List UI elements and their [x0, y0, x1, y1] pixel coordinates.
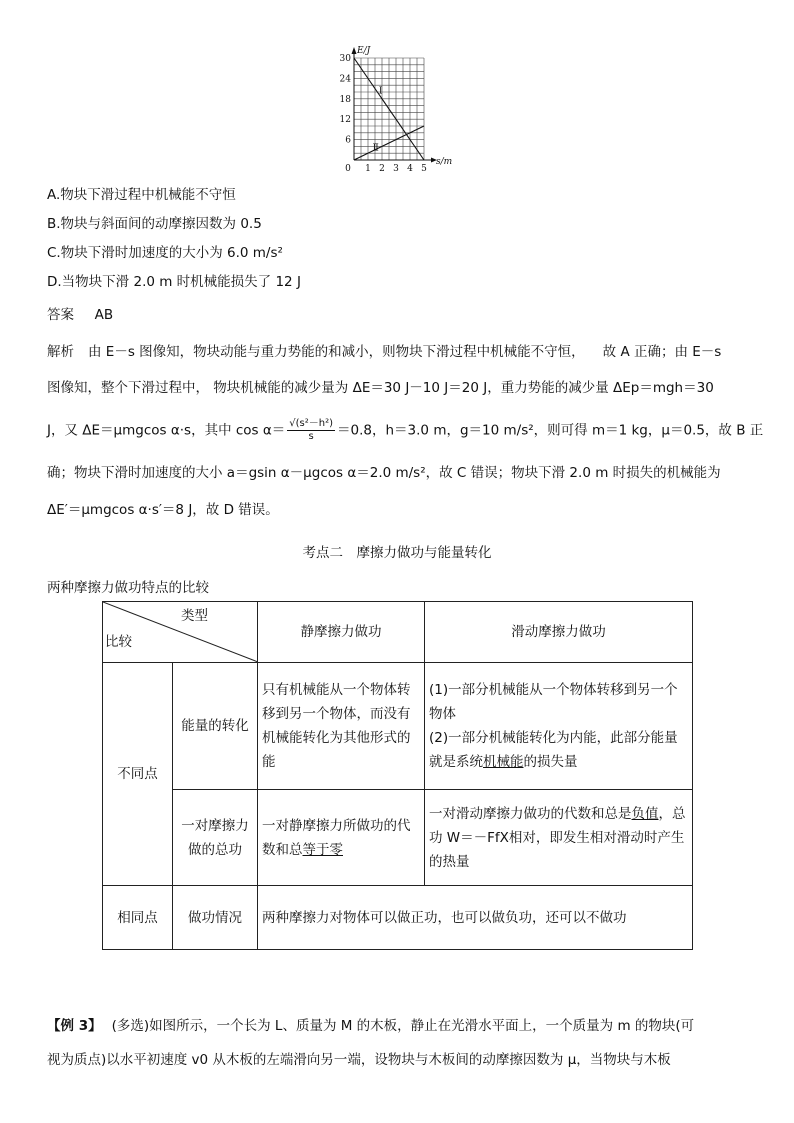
answer-line	[47, 303, 113, 323]
header-static-work: 静摩擦力做功	[258, 602, 425, 663]
energy-displacement-graph	[330, 44, 460, 176]
analysis-line-1	[47, 340, 721, 360]
same-row-label: 做功情况	[173, 886, 258, 950]
y-tick-label: 12	[339, 115, 351, 126]
analysis-line-2: 图像知，整个下滑过程中， 物块机械能的减少量为 ΔE＝30 J－10 J＝20 J，重力势能的减少量 ΔEp＝mgh＝30	[47, 380, 714, 396]
same-text-cell: 两种摩擦力对物体可以做正功，也可以做负功，还可以不做功	[258, 886, 693, 950]
energy-row-label: 能量的转化	[173, 663, 258, 790]
x-tick-label: 2	[379, 164, 385, 174]
analysis-label: 解析	[47, 344, 74, 360]
friction-comparison-table	[102, 601, 693, 950]
diagonal-header-cell	[103, 602, 258, 663]
option-b: B.物块与斜面间的动摩擦因数为 0.5	[47, 216, 262, 232]
y-tick-label: 6	[345, 135, 351, 146]
work-kinetic-c: ，总功 W＝－FfX相对，即发生相对滑动时产生的热量	[429, 805, 686, 870]
analysis-line-4: 确；物块下滑时加速度的大小 a＝gsin α－μgcos α＝2.0 m/s²，故 C 错误；物块下滑 2.0 m 时损失的机械能为	[47, 465, 721, 481]
x-tick-label: 0	[345, 164, 351, 174]
example-line-2: 视为质点)以水平初速度 v0 从木板的左端滑向另一端，设物块与木板间的动摩擦因数为 μ，当物块与木板	[47, 1052, 671, 1068]
work-static-b: 等于零	[302, 841, 343, 858]
header-compare: 比较	[105, 634, 132, 650]
analysis-text-3a: J，又 ΔE＝μmgcos α·s，其中 cos α＝	[47, 422, 286, 439]
work-static-a: 一对静摩擦力所做功的代数和总	[262, 817, 411, 858]
fraction-numerator: √(s²－h²)	[289, 418, 334, 429]
x-tick-label: 3	[393, 164, 399, 174]
example-line-1	[47, 1014, 694, 1034]
analysis-line-5: ΔE′＝μmgcos α·s′＝8 J，故 D 错误。	[47, 502, 279, 518]
work-static-cell	[258, 790, 425, 886]
example-text-1: (多选)如图所示，一个长为 L、质量为 M 的木板，静止在光滑水平面上，一个质量为 m 的物块(可	[111, 1018, 695, 1034]
analysis-text-3b: ＝0.8，h＝3.0 m，g＝10 m/s²，则可得 m＝1 kg，μ＝0.5，故 B 正	[337, 422, 764, 439]
work-kinetic-a: 一对滑动摩擦力做功的代数和总是	[429, 805, 632, 822]
analysis-line-3	[47, 418, 763, 443]
example-label: 【例 3】	[47, 1018, 102, 1034]
diff-label: 不同点	[103, 663, 173, 886]
section-title: 考点二 摩擦力做功与能量转化	[302, 545, 492, 561]
option-d: D.当物块下滑 2.0 m 时机械能损失了 12 J	[47, 274, 301, 290]
x-tick-label: 4	[407, 164, 413, 174]
option-c: C.物块下滑时加速度的大小为 6.0 m/s²	[47, 245, 283, 261]
y-tick-label: 30	[339, 54, 351, 64]
energy-kinetic-point-1: (1)一部分机械能从一个物体转移到另一个物体	[429, 682, 678, 722]
energy-kinetic-2b: 机械能	[483, 754, 524, 770]
work-kinetic-b: 负值	[631, 805, 659, 822]
table-caption: 两种摩擦力做功特点的比较	[47, 580, 209, 596]
energy-kinetic-cell	[425, 663, 693, 790]
line-label-1: Ⅰ	[378, 86, 383, 97]
x-tick-label: 5	[421, 164, 427, 174]
y-axis-arrow	[352, 47, 357, 54]
energy-kinetic-2a: (2)一部分机械能转化为内能，此部分能量就是系统	[429, 730, 678, 770]
x-tick-label: 1	[365, 164, 371, 174]
same-label: 相同点	[103, 886, 173, 950]
energy-kinetic-point-2	[429, 726, 688, 774]
fraction-denominator: s	[308, 431, 314, 442]
answer-label: 答案	[47, 307, 74, 323]
y-tick-label: 24	[339, 74, 351, 85]
analysis-text-1b: 故 A 正确；由 E－s	[602, 344, 722, 360]
energy-static-cell: 只有机械能从一个物体转移到另一个物体，而没有机械能转化为其他形式的能	[258, 663, 425, 790]
x-axis-label: s/m	[436, 157, 453, 167]
answer-value: AB	[94, 307, 114, 323]
header-type: 类型	[181, 608, 208, 624]
energy-kinetic-2c: 的损失量	[523, 754, 578, 770]
work-row-label: 一对摩擦力做的总功	[173, 790, 258, 886]
option-a: A.物块下滑过程中机械能不守恒	[47, 187, 236, 203]
line-label-2: Ⅱ	[372, 143, 379, 154]
y-tick-label: 18	[339, 94, 351, 105]
graph-grid	[352, 47, 438, 163]
analysis-text-1a: 由 E－s 图像知，物块动能与重力势能的和减小，则物块下滑过程中机械能不守恒，	[88, 344, 585, 360]
header-kinetic-work: 滑动摩擦力做功	[425, 602, 693, 663]
cos-fraction	[287, 418, 335, 443]
y-axis-label: E/J	[357, 46, 371, 56]
work-kinetic-cell	[425, 790, 693, 886]
